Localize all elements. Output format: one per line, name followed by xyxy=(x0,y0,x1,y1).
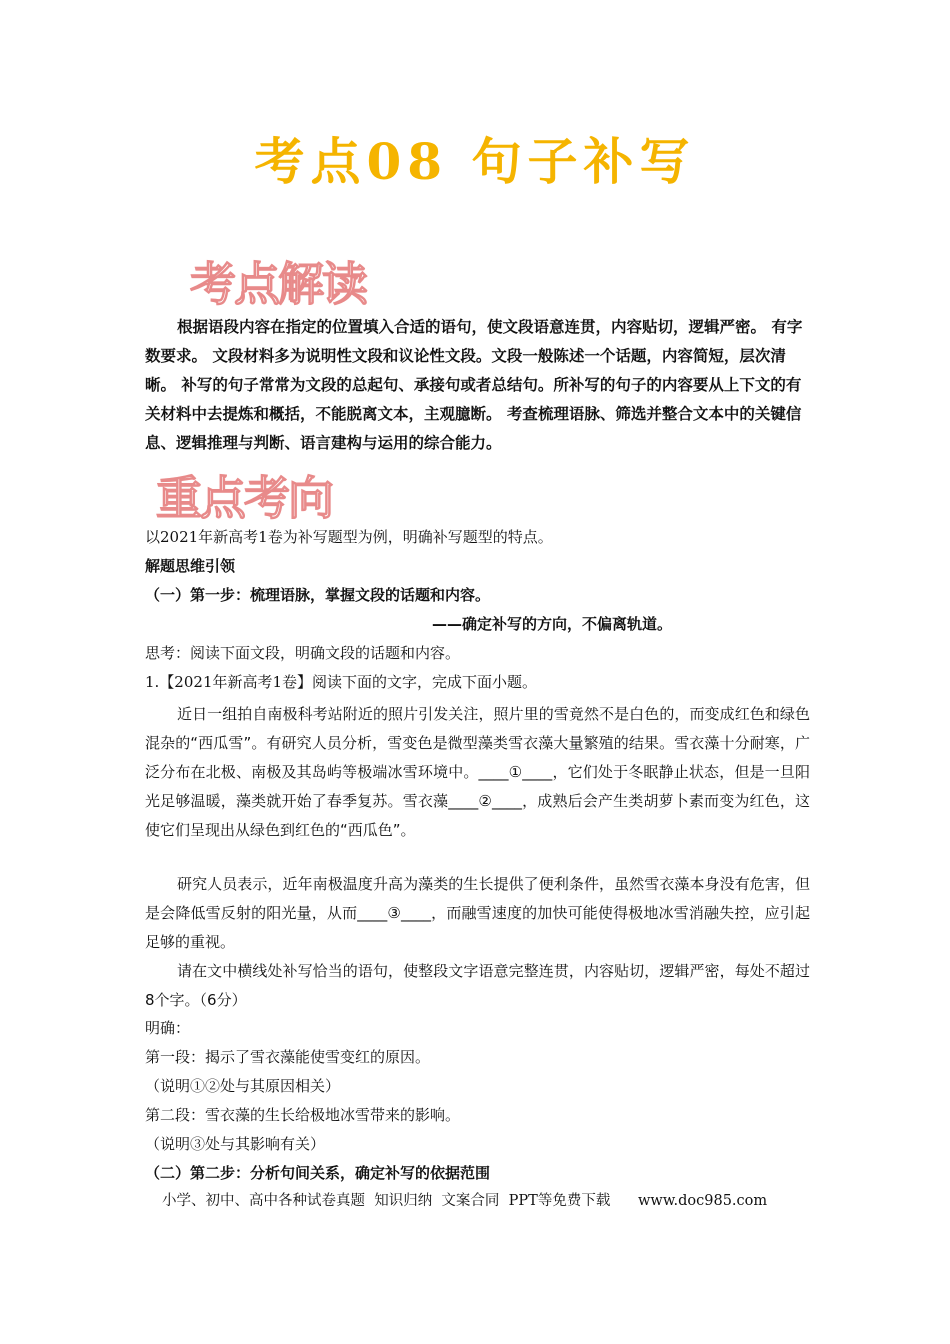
answer-para-2: 第二段：雪衣藻的生长给极地冰雪带来的影响。 xyxy=(145,1106,461,1124)
subheading-guide: 解题思维引领 xyxy=(145,557,236,575)
step-one-heading: （一）第一步：梳理语脉，掌握文段的话题和内容。 xyxy=(145,586,491,604)
think-line: 思考：阅读下面文段，明确文段的话题和内容。 xyxy=(145,644,461,662)
intro-paragraph: 根据语段内容在指定的位置填入合适的语句，使文段语意连贯，内容贴切，逻辑严密。 有字数要求。 文段材料多为说明性文段和议论性文段。文段一般陈述一个话题，内容简短，层次清晰。 补写的句子常常为文段的总起句、承接句或者总结句。所补写的句子的内容要从上下文的有关材料中去提炼和概括，不能脱离文本，主观臆断。 考查梳理语脉、筛选并整合文本中的关键信息、逻辑推理与判断、语言建构与运用的综合能力。 xyxy=(145,318,803,452)
answer-note-2: （说明③处与其影响有关） xyxy=(145,1135,326,1153)
passage-paragraph-2: 研究人员表示，近年南极温度升高为藻类的生长提供了便利条件，虽然雪衣藻本身没有危害，但是会降低雪反射的阳光量，从而____③____，而融雪速度的加快可能使得极地冰雪消融失控，应引起足够的重视。 xyxy=(145,875,810,951)
intro-line: 以2021年新高考1卷为补写题型为例，明确补写题型的特点。 xyxy=(145,528,553,546)
passage-paragraph-1: 近日一组拍自南极科考站附近的照片引发关注，照片里的雪竟然不是白色的，而变成红色和绿色混杂的“西瓜雪”。有研究人员分析，雪变色是微型藻类雪衣藻大量繁殖的结果。雪衣藻十分耐寒，广泛分布在北极、南极及其岛屿等极端冰雪环境中。____①____，它们处于冬眠静止状态，但是一旦阳光足够温暖，藻类就开始了春季复苏。雪衣藻____②____，成熟后会产生类胡萝卜素而变为红色，这使它们呈现出从绿色到红色的“西瓜色”。 xyxy=(145,705,810,839)
step-one-note: ——确定补写的方向，不偏离轨道。 xyxy=(431,615,672,633)
question-line: 1.【2021年新高考1卷】阅读下面的文字，完成下面小题。 xyxy=(145,673,538,691)
section-heading-interpret: 考点解读 xyxy=(190,257,366,311)
answer-para-1: 第一段：揭示了雪衣藻能使雪变红的原因。 xyxy=(145,1048,431,1066)
answer-label: 明确： xyxy=(145,1019,191,1037)
step-two-heading: （二）第二步：分析句间关系，确定补写的依据范围 xyxy=(145,1164,491,1182)
answer-note-1: （说明①②处与其原因相关） xyxy=(145,1077,341,1095)
section-heading-focus: 重点考向 xyxy=(156,471,332,525)
footer-text: 小学、初中、高中各种试卷真题 知识归纳 文案合同 PPT等免费下载 www.doc985.com xyxy=(162,1193,768,1209)
page-title: 考点08 句子补写 xyxy=(254,132,696,191)
passage-instruction: 请在文中横线处补写恰当的语句，使整段文字语意完整连贯，内容贴切，逻辑严密，每处不超过8个字。（6分） xyxy=(145,962,810,1009)
